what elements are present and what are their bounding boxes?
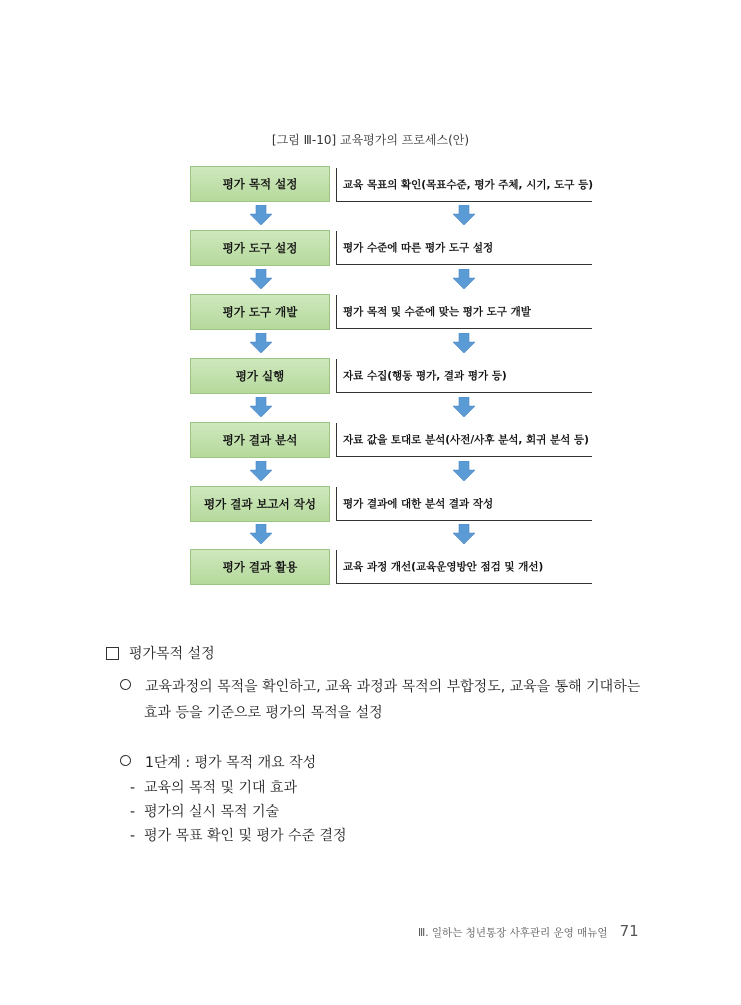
down-arrow-icon <box>250 269 272 289</box>
dash-item: - 교육의 목적 및 기대 효과 <box>130 780 298 796</box>
page-number: 71 <box>619 922 639 940</box>
step-description: 교육 과정 개선(교육운영방안 점검 및 개선) <box>336 550 592 584</box>
figure-caption: [그림 Ⅲ-10] 교육평가의 프로세스(안) <box>271 133 470 147</box>
step-box: 평가 실행 <box>190 358 330 394</box>
circle-bullet-icon <box>120 679 131 690</box>
down-arrow-icon <box>453 461 475 481</box>
step-box: 평가 결과 보고서 작성 <box>190 486 330 522</box>
down-arrow-icon <box>453 269 475 289</box>
step-box: 평가 결과 활용 <box>190 549 330 585</box>
down-arrow-icon <box>250 333 272 353</box>
step-description: 평가 목적 및 수준에 맞는 평가 도구 개발 <box>336 295 592 329</box>
step-description: 자료 값을 토대로 분석(사전/사후 분석, 회귀 분석 등) <box>336 423 592 457</box>
step-box: 평가 결과 분석 <box>190 422 330 458</box>
section-title: 평가목적 설정 <box>129 646 215 662</box>
bullet-text: 1단계 : 평가 목적 개요 작성 <box>145 755 317 771</box>
down-arrow-icon <box>453 397 475 417</box>
step-box: 평가 도구 설정 <box>190 230 330 266</box>
page-footer <box>418 922 639 940</box>
dash-item-text: 평가의 실시 목적 기술 <box>144 804 280 820</box>
dash-item: - 평가의 실시 목적 기술 <box>130 804 280 820</box>
bullet-text: 교육과정의 목적을 확인하고, 교육 과정과 목적의 부합정도, 교육을 통해 기대하는 <box>145 679 641 695</box>
step-description: 평가 결과에 대한 분석 결과 작성 <box>336 487 592 521</box>
down-arrow-icon <box>453 205 475 225</box>
bullet-continuation: 효과 등을 기준으로 평가의 목적을 설정 <box>144 705 383 721</box>
step-description: 평가 수준에 따른 평가 도구 설정 <box>336 231 592 265</box>
circle-bullet-icon <box>120 755 131 766</box>
checkbox-icon <box>106 647 119 660</box>
dash-item-text: 평가 목표 확인 및 평가 수준 결정 <box>144 828 347 844</box>
down-arrow-icon <box>250 524 272 544</box>
step-description: 교육 목표의 확인(목표수준, 평가 주체, 시기, 도구 등) <box>336 168 592 202</box>
down-arrow-icon <box>250 397 272 417</box>
bullet-item <box>120 676 640 696</box>
down-arrow-icon <box>250 205 272 225</box>
step-description: 자료 수집(행동 평가, 결과 평가 등) <box>336 359 592 393</box>
down-arrow-icon <box>453 524 475 544</box>
dash-item: - 평가 목표 확인 및 평가 수준 결정 <box>130 828 347 844</box>
step-box: 평가 목적 설정 <box>190 166 330 202</box>
dash-item-text: 교육의 목적 및 기대 효과 <box>144 780 298 796</box>
footer-text: Ⅲ. 일하는 청년통장 사후관리 운영 매뉴얼 <box>418 927 608 939</box>
down-arrow-icon <box>453 333 475 353</box>
section-heading <box>106 643 215 663</box>
bullet-item <box>120 752 316 772</box>
step-box: 평가 도구 개발 <box>190 294 330 330</box>
down-arrow-icon <box>250 461 272 481</box>
